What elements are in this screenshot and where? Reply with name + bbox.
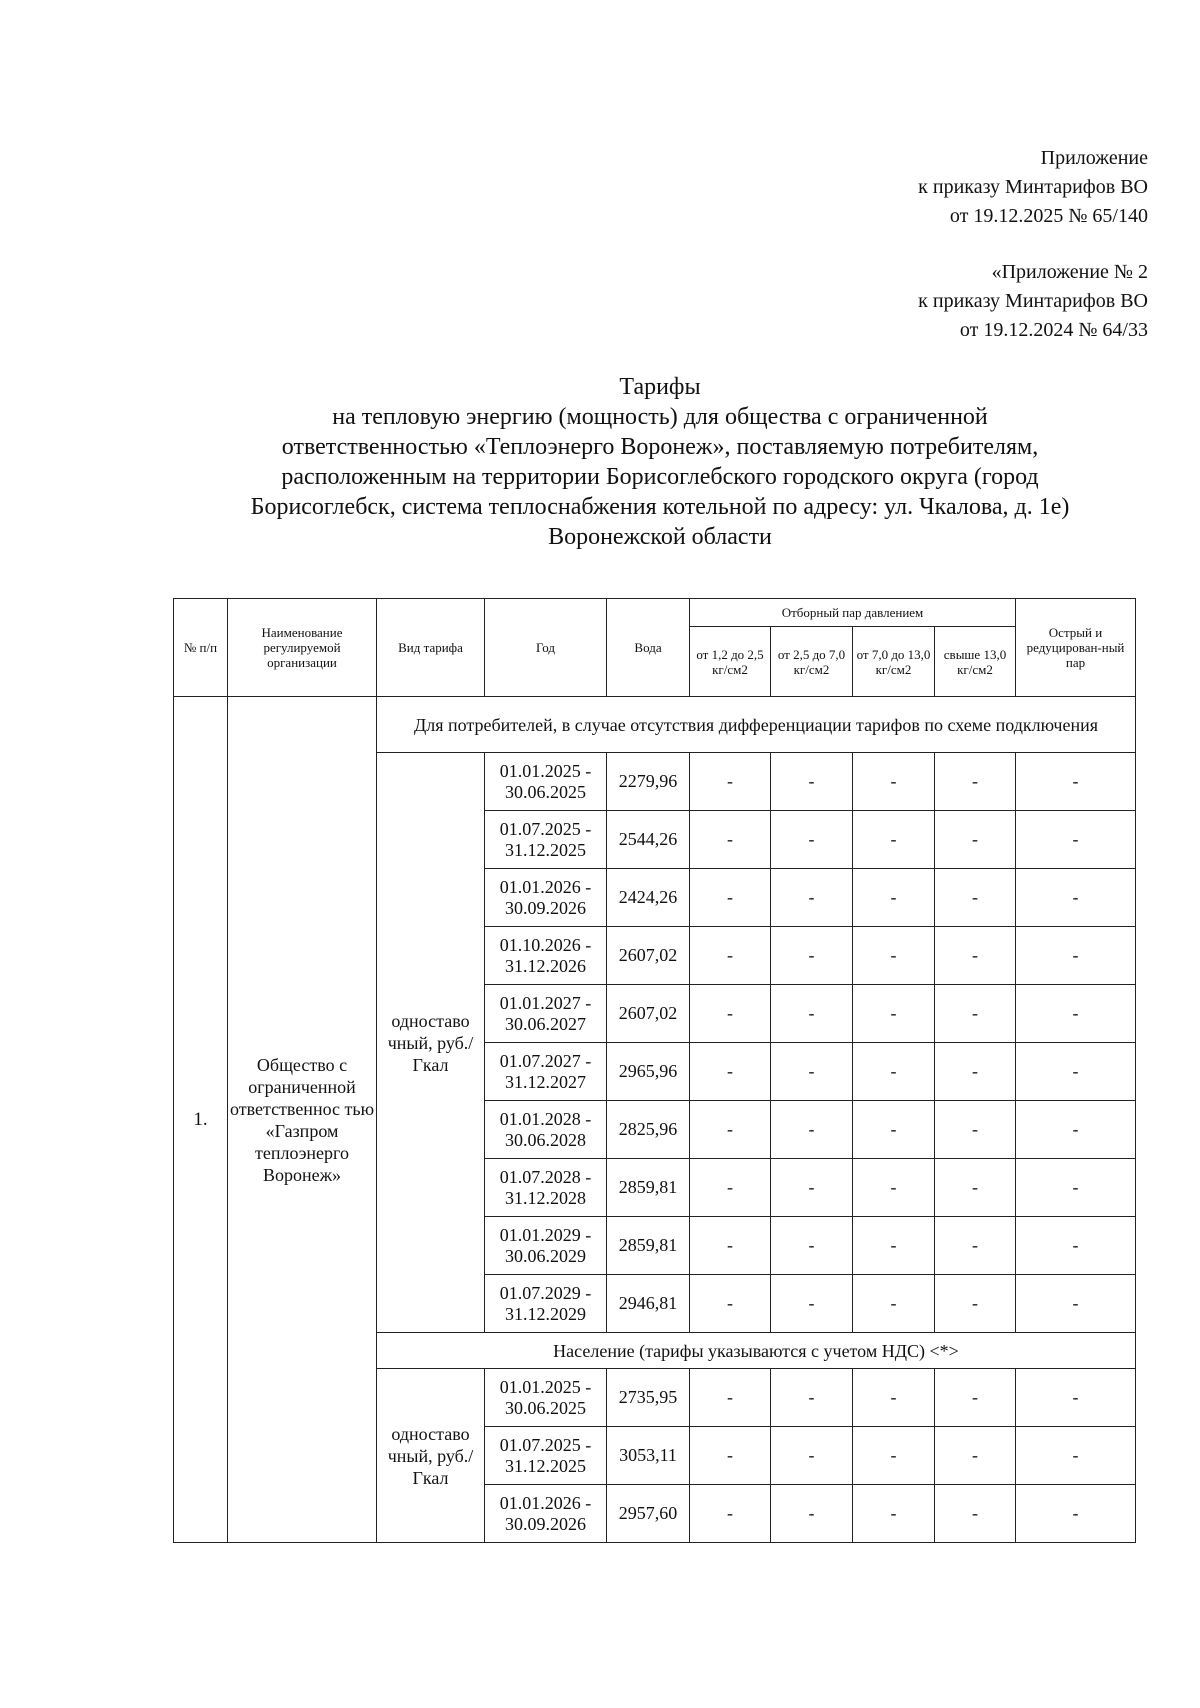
empty-value: -: [935, 1427, 1016, 1485]
period-cell: [485, 1217, 607, 1275]
period-cell: [485, 1159, 607, 1217]
water-tariff: 2859,81: [607, 1159, 690, 1217]
empty-value: -: [690, 927, 771, 985]
period-from: 01.01.2026 -: [499, 876, 592, 897]
water-tariff: 2859,81: [607, 1217, 690, 1275]
period-from: 01.01.2028 -: [499, 1108, 592, 1129]
empty-value: -: [771, 1369, 853, 1427]
empty-value: -: [771, 1101, 853, 1159]
water-tariff: 2946,81: [607, 1275, 690, 1333]
period-to: 30.06.2027: [505, 1013, 586, 1034]
period-to: 31.12.2025: [505, 839, 586, 860]
empty-value: -: [935, 985, 1016, 1043]
period-to: 31.12.2026: [505, 955, 586, 976]
empty-value: -: [935, 1275, 1016, 1333]
header-steam-3: от 7,0 до 13,0 кг/см2: [853, 627, 935, 697]
period-from: 01.07.2025 -: [499, 818, 592, 839]
empty-value: -: [1016, 1101, 1136, 1159]
period-cell: [485, 1485, 607, 1543]
empty-value: -: [853, 1369, 935, 1427]
period-from: 01.10.2026 -: [499, 934, 592, 955]
empty-value: -: [690, 753, 771, 811]
water-tariff: 2607,02: [607, 985, 690, 1043]
empty-value: -: [935, 753, 1016, 811]
empty-value: -: [1016, 1217, 1136, 1275]
empty-value: -: [690, 811, 771, 869]
empty-value: -: [690, 1217, 771, 1275]
empty-value: -: [1016, 927, 1136, 985]
empty-value: -: [771, 1217, 853, 1275]
header-organization: Наименование регулируемой организации: [228, 599, 377, 697]
empty-value: -: [690, 1427, 771, 1485]
empty-value: -: [771, 811, 853, 869]
empty-value: -: [853, 1485, 935, 1543]
empty-value: -: [1016, 1369, 1136, 1427]
tariff-kind: одноставо чный, руб./Гкал: [377, 753, 485, 1333]
water-tariff: 2735,95: [607, 1369, 690, 1427]
empty-value: -: [1016, 1159, 1136, 1217]
empty-value: -: [690, 1159, 771, 1217]
period-from: 01.01.2025 -: [499, 1376, 592, 1397]
period-cell: [485, 1369, 607, 1427]
empty-value: -: [1016, 869, 1136, 927]
header-steam-4: свыше 13,0 кг/см2: [935, 627, 1016, 697]
empty-value: -: [690, 1485, 771, 1543]
period-cell: [485, 927, 607, 985]
empty-value: -: [771, 1427, 853, 1485]
empty-value: -: [690, 1043, 771, 1101]
header-year: Год: [485, 599, 607, 697]
title-line: расположенным на территории Борисоглебского городского округа (город: [281, 464, 1039, 490]
empty-value: -: [1016, 1427, 1136, 1485]
title-heading: Тарифы: [619, 374, 701, 400]
organization-name: Общество с ограниченной ответственнос тью «Газпром теплоэнерго Воронеж»: [228, 697, 377, 1543]
empty-value: -: [1016, 985, 1136, 1043]
header-tariff-kind: Вид тарифа: [377, 599, 485, 697]
period-to: 30.09.2026: [505, 897, 586, 918]
period-from: 01.07.2025 -: [499, 1434, 592, 1455]
order-date-number: от 19.12.2025 № 65/140: [949, 205, 1148, 227]
order-reference: к приказу Минтарифов ВО: [918, 176, 1148, 198]
period-to: 30.06.2025: [505, 781, 586, 802]
empty-value: -: [690, 1101, 771, 1159]
title-line: ответственностью «Теплоэнерго Воронеж», поставляемую потребителям,: [281, 434, 1039, 460]
empty-value: -: [853, 869, 935, 927]
title-line: на тепловую энергию (мощность) для общества с ограниченной: [332, 404, 988, 430]
empty-value: -: [690, 869, 771, 927]
water-tariff: 2544,26: [607, 811, 690, 869]
header-steam-2: от 2,5 до 7,0 кг/см2: [771, 627, 853, 697]
period-cell: [485, 869, 607, 927]
empty-value: -: [935, 1159, 1016, 1217]
empty-value: -: [1016, 811, 1136, 869]
title-line: Воронежской области: [548, 524, 772, 550]
empty-value: -: [935, 1217, 1016, 1275]
empty-value: -: [853, 753, 935, 811]
period-from: 01.07.2027 -: [499, 1050, 592, 1071]
empty-value: -: [935, 927, 1016, 985]
water-tariff: 2424,26: [607, 869, 690, 927]
tariff-table: [173, 598, 1136, 1543]
period-from: 01.07.2028 -: [499, 1166, 592, 1187]
empty-value: -: [853, 927, 935, 985]
order-date-number: от 19.12.2024 № 64/33: [959, 319, 1148, 341]
empty-value: -: [771, 869, 853, 927]
period-from: 01.01.2026 -: [499, 1492, 592, 1513]
empty-value: -: [1016, 1485, 1136, 1543]
period-to: 30.09.2026: [505, 1513, 586, 1534]
empty-value: -: [853, 811, 935, 869]
empty-value: -: [771, 1159, 853, 1217]
period-from: 01.01.2027 -: [499, 992, 592, 1013]
order-reference: к приказу Минтарифов ВО: [918, 290, 1148, 312]
water-tariff: 2279,96: [607, 753, 690, 811]
empty-value: -: [853, 1101, 935, 1159]
empty-value: -: [853, 1275, 935, 1333]
title-line: Борисоглебск, система теплоснабжения котельной по адресу: ул. Чкалова, д. 1е): [250, 494, 1070, 520]
tariff-kind: одноставо чный, руб./Гкал: [377, 1369, 485, 1543]
section-title: Население (тарифы указываются с учетом НДС) <*>: [377, 1333, 1136, 1369]
period-from: 01.01.2025 -: [499, 760, 592, 781]
period-to: 31.12.2028: [505, 1187, 586, 1208]
header-number: № п/п: [174, 599, 228, 697]
empty-value: -: [771, 1275, 853, 1333]
empty-value: -: [690, 1275, 771, 1333]
empty-value: -: [935, 1043, 1016, 1101]
water-tariff: 3053,11: [607, 1427, 690, 1485]
empty-value: -: [935, 811, 1016, 869]
empty-value: -: [771, 927, 853, 985]
appendix-header-current: [918, 144, 1148, 231]
empty-value: -: [853, 1043, 935, 1101]
empty-value: -: [853, 985, 935, 1043]
period-cell: [485, 1427, 607, 1485]
period-to: 31.12.2025: [505, 1455, 586, 1476]
empty-value: -: [935, 1485, 1016, 1543]
empty-value: -: [771, 985, 853, 1043]
empty-value: -: [690, 1369, 771, 1427]
period-to: 31.12.2027: [505, 1071, 586, 1092]
period-to: 31.12.2029: [505, 1303, 586, 1324]
header-steam-1: от 1,2 до 2,5 кг/см2: [690, 627, 771, 697]
empty-value: -: [771, 753, 853, 811]
period-to: 30.06.2029: [505, 1245, 586, 1266]
appendix-header-prior: [918, 258, 1148, 345]
water-tariff: 2825,96: [607, 1101, 690, 1159]
period-to: 30.06.2028: [505, 1129, 586, 1150]
empty-value: -: [853, 1217, 935, 1275]
period-cell: [485, 1043, 607, 1101]
period-cell: [485, 985, 607, 1043]
empty-value: -: [935, 1369, 1016, 1427]
appendix-label: «Приложение № 2: [991, 261, 1148, 283]
period-to: 30.06.2025: [505, 1397, 586, 1418]
empty-value: -: [771, 1485, 853, 1543]
period-cell: [485, 811, 607, 869]
water-tariff: 2957,60: [607, 1485, 690, 1543]
document-title: [120, 372, 1200, 552]
period-from: 01.01.2029 -: [499, 1224, 592, 1245]
empty-value: -: [853, 1427, 935, 1485]
empty-value: -: [853, 1159, 935, 1217]
row-number: 1.: [174, 697, 228, 1543]
empty-value: -: [1016, 753, 1136, 811]
period-cell: [485, 1101, 607, 1159]
period-cell: [485, 1275, 607, 1333]
period-from: 01.07.2029 -: [499, 1282, 592, 1303]
empty-value: -: [1016, 1043, 1136, 1101]
empty-value: -: [1016, 1275, 1136, 1333]
header-water: Вода: [607, 599, 690, 697]
empty-value: -: [771, 1043, 853, 1101]
water-tariff: 2607,02: [607, 927, 690, 985]
appendix-label: Приложение: [1040, 147, 1148, 169]
period-cell: [485, 753, 607, 811]
water-tariff: 2965,96: [607, 1043, 690, 1101]
empty-value: -: [935, 869, 1016, 927]
empty-value: -: [935, 1101, 1016, 1159]
section-title: Для потребителей, в случае отсутствия дифференциации тарифов по схеме подключения: [377, 697, 1136, 753]
header-steam-group: Отборный пар давлением: [690, 599, 1016, 627]
empty-value: -: [690, 985, 771, 1043]
header-sharp-steam: Острый и редуцирован-ный пар: [1016, 599, 1136, 697]
